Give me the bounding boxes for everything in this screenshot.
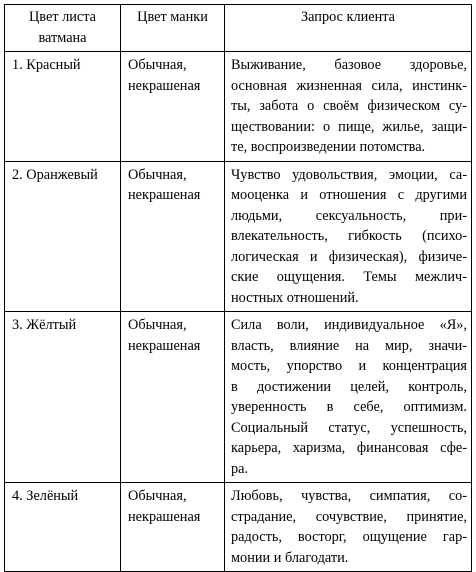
request-text-line: логическая и физическая), физиче- xyxy=(231,248,467,265)
semolina-color-text: некрашеная xyxy=(128,508,201,525)
cell-client-request xyxy=(225,161,472,312)
color-request-table xyxy=(4,4,472,572)
request-text-line: радость, восторг, ощущение гар- xyxy=(231,529,467,545)
sheet-color-text: 1. Красный xyxy=(12,57,81,73)
header-text: Запрос клиента xyxy=(300,9,396,25)
request-text-line: Любовь, чувства, симпатия, со- xyxy=(231,488,467,504)
table-row xyxy=(5,312,472,483)
request-text-line: мость, упорство и концентрация xyxy=(231,358,467,374)
request-text-line: Социальный статус, успешность, xyxy=(231,419,467,436)
request-text-line: монии и благодати. xyxy=(231,549,349,566)
header-text: ватмана xyxy=(38,29,87,46)
semolina-color-text: Обычная, xyxy=(128,57,187,73)
table-row xyxy=(5,483,472,572)
cell-sheet-color xyxy=(5,312,121,483)
semolina-color-text: некрашеная xyxy=(128,77,201,94)
cell-semolina-color xyxy=(121,52,225,162)
cell-client-request xyxy=(225,312,472,483)
request-text-line: влекательность, гибкость (психо- xyxy=(231,228,467,244)
request-text-line: ностных отношений. xyxy=(231,289,359,306)
semolina-color-text: некрашеная xyxy=(128,187,201,203)
request-text-line: власть, влияние на мир, значи- xyxy=(231,337,467,354)
request-text-line: в достижении целей, контроль, xyxy=(231,378,467,395)
header-client-request xyxy=(225,5,472,52)
semolina-color-text: Обычная, xyxy=(128,317,187,333)
request-text-line: уверенность в себе, оптимизм. xyxy=(231,399,467,415)
cell-sheet-color xyxy=(5,52,121,162)
cell-semolina-color xyxy=(121,312,225,483)
cell-sheet-color xyxy=(5,483,121,572)
request-text-line: ты, забота о своём физическом су- xyxy=(231,98,467,114)
request-text-line: карьера, харизма, финансовая сфе- xyxy=(231,440,467,456)
table-header-row xyxy=(5,5,472,52)
request-text-line: мооценка и отношения с другими xyxy=(231,187,467,203)
request-text-line: основная жизненная сила, инстинк- xyxy=(231,77,467,94)
cell-sheet-color xyxy=(5,161,121,312)
request-text-line: Чувство удовольствия, эмоции, са- xyxy=(231,166,467,183)
request-text-line: ские ощущения. Темы межлич- xyxy=(231,269,467,285)
request-text-line: ра. xyxy=(231,460,249,477)
semolina-color-text: некрашеная xyxy=(128,337,201,354)
semolina-color-text: Обычная, xyxy=(128,488,187,504)
cell-client-request xyxy=(225,52,472,162)
header-color-semolina xyxy=(121,5,225,52)
request-text-line: Сила воли, индивидуальное «Я», xyxy=(231,317,467,333)
table-row xyxy=(5,161,472,312)
semolina-color-text: Обычная, xyxy=(128,166,187,183)
request-text-line: страдание, сочувствие, принятие, xyxy=(231,508,467,525)
cell-client-request xyxy=(225,483,472,572)
header-text: Цвет манки xyxy=(137,9,208,25)
cell-semolina-color xyxy=(121,483,225,572)
cell-semolina-color xyxy=(121,161,225,312)
request-text-line: ществовании: о пище, жилье, защи- xyxy=(231,118,467,135)
request-text-line: людьми, сексуальность, при- xyxy=(231,207,467,224)
sheet-color-text: 4. Зелёный xyxy=(12,488,79,504)
table-row xyxy=(5,52,472,162)
sheet-color-text: 3. Жёлтый xyxy=(12,317,77,333)
request-text-line: те, воспроизведении потомства. xyxy=(231,139,426,155)
header-color-sheet xyxy=(5,5,121,52)
request-text-line: Выживание, базовое здоровье, xyxy=(231,57,467,73)
header-text: Цвет листа xyxy=(28,9,97,25)
sheet-color-text: 2. Оранжевый xyxy=(12,166,98,183)
